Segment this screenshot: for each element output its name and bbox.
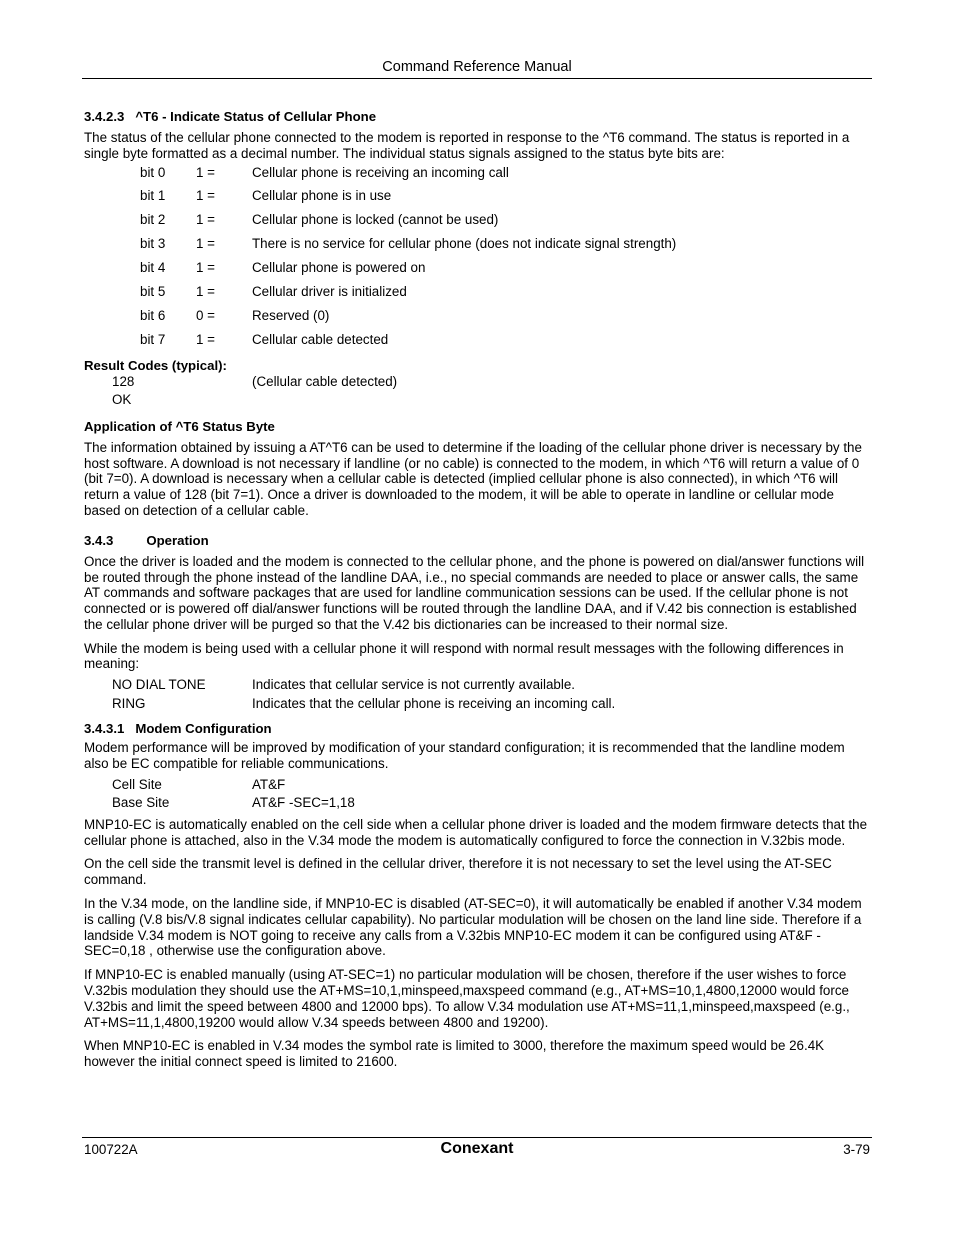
list-item: bit 6 0 = Reserved (0) [140, 307, 330, 323]
config-site-list [84, 777, 870, 814]
list-item: bit 3 1 = There is no service for cellular phone (does not indicate signal strength) [140, 236, 677, 252]
list-item: OK [112, 392, 132, 408]
result-messages-list [84, 677, 870, 714]
section-heading-t6 [84, 109, 870, 125]
application-text: The information obtained by issuing a AT^T6 can be used to determine if the loading of the cellular phone driver is necessary by the host software. A download is not necessary if landline (or no cable) is connected to the modem, in which ^T6 will return a value of 0 (bit 7=0). A download is necessary when a cellular cable is detected (implied cellular phone is also connected), in which ^T6 will return a value of 128 (bit 7=1). Once a driver is downloaded to the modem, it will be able to operate in landline or cellular mode based on detection of a cellular cable. [84, 439, 862, 518]
operation-paragraph-2: While the modem is being used with a cellular phone it will respond with normal result messages with the following differences in meaning: [84, 640, 844, 672]
section-title: Modem Configuration [135, 721, 272, 737]
section-number: 3.4.2.3 [84, 109, 125, 124]
section-number: 3.4.3 [84, 532, 114, 548]
list-item: 128 (Cellular cable detected) [112, 373, 398, 389]
list-item: RING Indicates that the cellular phone is receiving an incoming call. [112, 695, 616, 711]
list-item: NO DIAL TONE Indicates that cellular service is not currently available. [112, 677, 576, 693]
config-paragraph-6: When MNP10-EC is enabled in V.34 modes the symbol rate is limited to 3000, therefore the maximum speed would be 26.4K however the initial connect speed is limited to 21600. [84, 1038, 825, 1070]
page-header: Command Reference Manual [382, 59, 572, 75]
status-bit-list [84, 165, 870, 356]
list-item: Cell Site AT&F [112, 776, 286, 792]
footer-rule [82, 1137, 872, 1138]
list-item: Base Site AT&F -SEC=1,18 [112, 795, 355, 811]
page-content [84, 109, 870, 1070]
config-paragraph-3: On the cell side the transmit level is defined in the cellular driver, therefore it is not necessary to set the level using the AT-SEC command. [84, 856, 832, 888]
list-item: bit 1 1 = Cellular phone is in use [140, 188, 392, 204]
company-name: Conexant [440, 1140, 514, 1157]
list-item: bit 5 1 = Cellular driver is initialized [140, 284, 407, 300]
section-title: ^T6 - Indicate Status of Cellular Phone [135, 109, 377, 124]
application-heading: Application of ^T6 Status Byte [84, 418, 275, 434]
result-codes-list [84, 374, 870, 411]
t6-intro: The status of the cellular phone connected to the modem is reported in response to the ^T6 command. The status is reported in a single byte formatted as a decimal number. The individual status signals assigned to the status byte bits are: [84, 130, 850, 161]
list-item: bit 4 1 = Cellular phone is powered on [140, 260, 426, 276]
config-paragraph-1: Modem performance will be improved by modification of your standard configuration; it is recommended that the landline modem also be EC compatible for reliable communications. [84, 740, 845, 772]
list-item: bit 7 1 = Cellular cable detected [140, 331, 389, 347]
header-rule [82, 78, 872, 79]
list-item: bit 2 1 = Cellular phone is locked (cannot be used) [140, 212, 499, 228]
section-number: 3.4.3.1 [84, 721, 125, 737]
document-number: 100722A [84, 1142, 138, 1157]
page-number: 3-79 [843, 1142, 870, 1157]
section-title: Operation [146, 532, 209, 548]
section-heading-modem-configuration [84, 721, 870, 737]
result-codes-heading: Result Codes (typical): [84, 357, 227, 373]
config-paragraph-5: If MNP10-EC is enabled manually (using AT-SEC=1) no particular modulation will be chosen, therefore if the user wishes to force V.32bis modulation they should use the AT+MS=10,1,minspeed,maxspeed command (e.g., AT+MS=10,1,4800,12000 would force V.32bis and limit the speed between 4800 and 12000 bps). To allow V.34 modulation use AT+MS=11,1,minspeed,maxspeed (e.g., AT+MS=11,1,4800,19200 would allow V.34 speeds between 4800 and 19200). [84, 967, 850, 1030]
operation-paragraph-1: Once the driver is loaded and the modem is connected to the cellular phone, and the phone is powered on dial/answer functions will be routed through the phone instead of the landline DAA, i.e., no special commands are needed to place or answer calls, the same AT commands and software packages that are used for landline communication sessions can be used. If the cellular phone is not connected or is powered off dial/answer functions will be routed through the landline DAA, and if V.42 bis connection is established the cellular phone driver will be purged so that the V.42 bis dictionaries can be increased to their normal size. [84, 553, 865, 632]
config-paragraph-4: In the V.34 mode, on the landline side, if MNP10-EC is disabled (AT-SEC=0), it will automatically be enabled if another V.34 modem is calling (V.8 bis/V.8 signal indicates cellular capability). No particular modulation will be chosen on the land line side. Therefore if a landside V.34 modem is NOT going to receive any calls from a V.32bis MNP10-EC modem it can be configured using AT&F -SEC=0,18 , otherwise use the configuration above. [84, 896, 862, 959]
config-paragraph-2: MNP10-EC is automatically enabled on the cell side when a cellular phone driver is loaded and the modem firmware detects that the cellular phone is attached, also in the V.34 mode the modem is automatically configured to force the connection in V.32bis mode. [84, 816, 868, 848]
list-item: bit 0 1 = Cellular phone is receiving an incoming call [140, 164, 509, 180]
section-heading-operation [84, 533, 870, 549]
